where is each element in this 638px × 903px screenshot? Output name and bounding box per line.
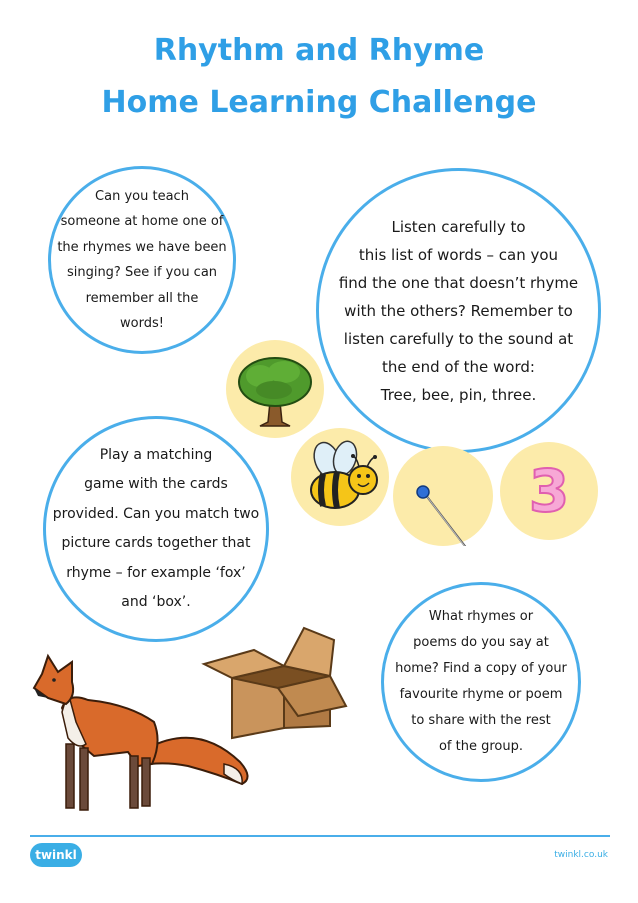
text-line: game with the cards [84, 476, 228, 492]
text-line: singing? See if you can [66, 265, 218, 280]
text-line: this list of words – can you [358, 245, 559, 264]
fox-icon [28, 652, 260, 818]
text-line: find the one that doesn’t rhyme [338, 273, 579, 292]
text-line: rhyme – for example ‘fox’ [66, 564, 246, 581]
tree-icon [226, 340, 324, 438]
text-line: remember all the [85, 290, 199, 306]
text-line: picture cards together that [61, 535, 251, 551]
page-title-line2: Home Learning Challenge [101, 85, 537, 120]
text-line: provided. Can you match two [52, 505, 260, 522]
text-line: and ‘box’. [121, 594, 191, 610]
text-line: to share with the rest [411, 713, 551, 728]
page-title-line1: Rhythm and Rhyme [153, 33, 485, 68]
footer-divider [30, 835, 610, 837]
pin-icon [393, 446, 493, 546]
tree-picture [226, 340, 324, 438]
bubble-home-rhymes [381, 582, 581, 782]
text-line: Play a matching [99, 446, 213, 463]
text-line: What rhymes or [428, 609, 534, 624]
bubble-teach-text [57, 184, 226, 337]
bubble-teach-rhyme [48, 166, 236, 354]
text-line: the end of the word: [382, 357, 535, 376]
text-line: the rhymes we have been [57, 239, 227, 255]
bubble-listen-text [339, 213, 578, 409]
bubble-matching-game [43, 416, 269, 642]
pin-picture [393, 446, 493, 546]
footer-url[interactable]: twinkl.co.uk [554, 850, 608, 860]
bee-icon [291, 428, 389, 526]
text-line: with the others? Remember to [344, 301, 573, 320]
bubble-rhymes-text [395, 604, 567, 760]
number-three-picture [500, 442, 598, 540]
text-line: someone at home one of [60, 214, 224, 229]
text-line: listen carefully to the sound at [343, 329, 574, 348]
text-line: home? Find a copy of your [395, 661, 567, 676]
bubble-match-text [53, 441, 259, 618]
text-line: Listen carefully to [391, 217, 526, 236]
text-line: poems do you say at [413, 635, 549, 650]
text-line: favourite rhyme or poem [399, 687, 563, 702]
twinkl-logo[interactable]: twinkl [30, 843, 82, 867]
text-line: words! [120, 316, 164, 331]
bee-picture [291, 428, 389, 526]
text-line: of the group. [438, 739, 523, 754]
bubble-listen-carefully [316, 168, 601, 453]
text-line: Tree, bee, pin, three. [380, 385, 537, 404]
text-line: Can you teach [95, 188, 189, 204]
number-three: 3 [528, 457, 570, 525]
